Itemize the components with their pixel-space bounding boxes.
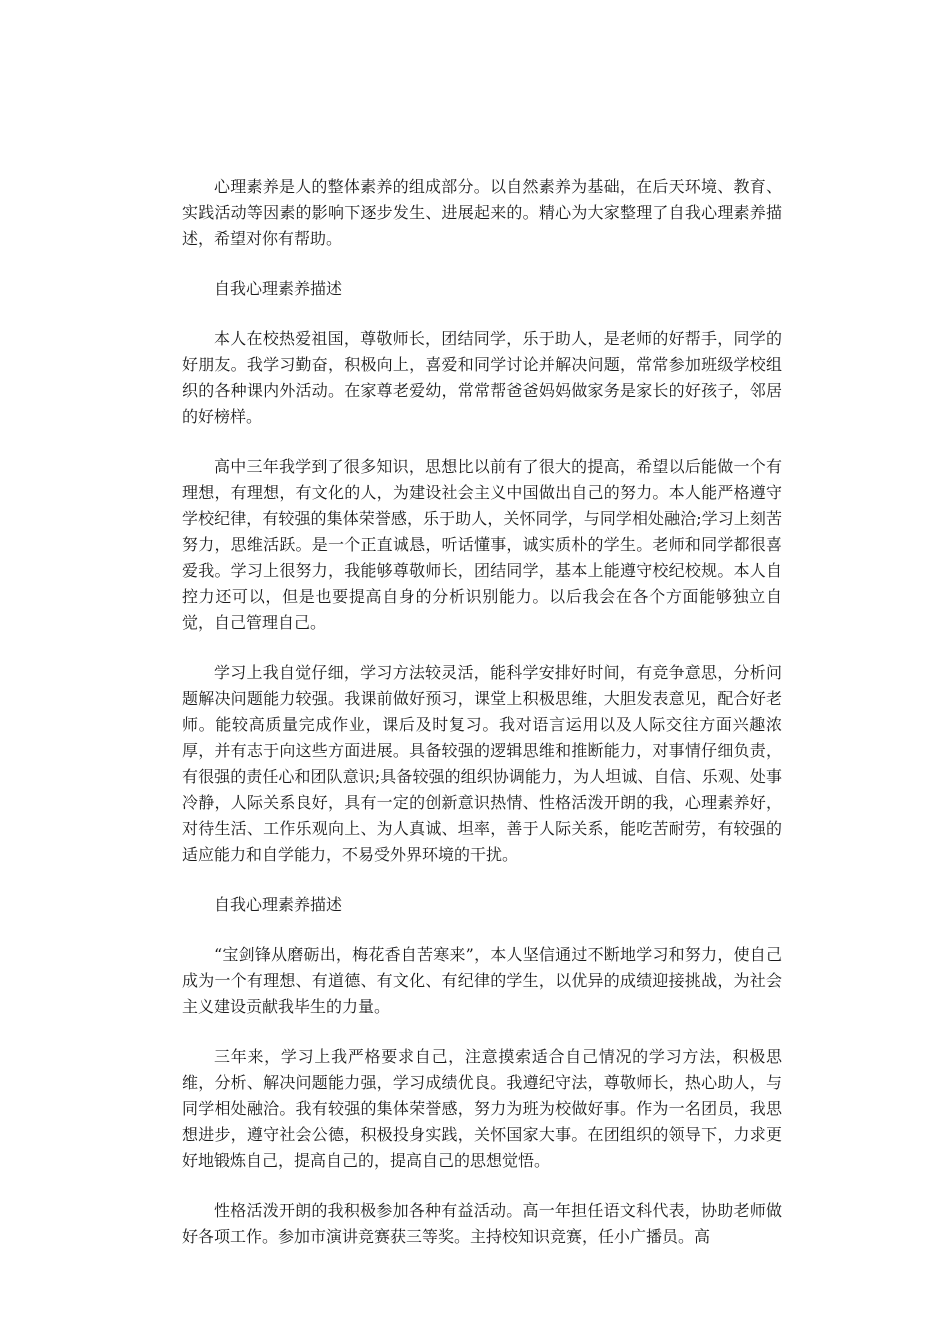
section-heading-1: 自我心理素养描述: [214, 279, 343, 298]
section-heading-2: 自我心理素养描述: [214, 895, 343, 914]
paragraph-2: 高中三年我学到了很多知识，思想比以前有了很大的提高，希望以后能做一个有理想，有理想，有文化的人，为建设社会主义中国做出自己的努力。本人能严格遵守学校纪律，有较强的集体荣誉感，乐于助人，关怀同学，与同学相处融洽;学习上刻苦努力，思维活跃。是一个正直诚恳，听话懂事，诚实质朴的学生。老师和同学都很喜爱我。学习上很努力，我能够尊敬师长，团结同学，基本上能遵守校纪校规。本人自控力还可以，但是也要提高自身的分析识别能力。以后我会在各个方面能够独立自觉，自己管理自己。: [182, 457, 782, 632]
document-body: [182, 174, 782, 1274]
paragraph-6: 性格活泼开朗的我积极参加各种有益活动。高一年担任语文科代表，协助老师做好各项工作。参加市演讲竞赛获三等奖。主持校知识竞赛，任小广播员。高: [182, 1201, 782, 1246]
paragraph-1: 本人在校热爱祖国，尊敬师长，团结同学，乐于助人，是老师的好帮手，同学的好朋友。我学习勤奋，积极向上，喜爱和同学讨论并解决问题，常常参加班级学校组织的各种课内外活动。在家尊老爱幼，常常帮爸爸妈妈做家务是家长的好孩子，邻居的好榜样。: [182, 329, 782, 426]
paragraph-4: “宝剑锋从磨砺出，梅花香自苦寒来”，本人坚信通过不断地学习和努力，使自己成为一个有理想、有道德、有文化、有纪律的学生，以优异的成绩迎接挑战，为社会主义建设贡献我毕生的力量。: [182, 945, 782, 1016]
paragraph-3: 学习上我自觉仔细，学习方法较灵活，能科学安排好时间，有竞争意思，分析问题解决问题能力较强。我课前做好预习，课堂上积极思维，大胆发表意见，配合好老师。能较高质量完成作业，课后及时复习。我对语言运用以及人际交往方面兴趣浓厚，并有志于向这些方面进展。具备较强的逻辑思维和推断能力，对事情仔细负责，有很强的责任心和团队意识;具备较强的组织协调能力，为人坦诚、自信、乐观、处事冷静，人际关系良好，具有一定的创新意识热情、性格活泼开朗的我，心理素养好，对待生活、工作乐观向上、为人真诚、坦率，善于人际关系，能吃苦耐劳，有较强的适应能力和自学能力，不易受外界环境的干扰。: [182, 663, 782, 864]
paragraph-5: 三年来，学习上我严格要求自己，注意摸索适合自己情况的学习方法，积极思维，分析、解决问题能力强，学习成绩优良。我遵纪守法，尊敬师长，热心助人，与同学相处融洽。我有较强的集体荣誉感，努力为班为校做好事。作为一名团员，我思想进步，遵守社会公德，积极投身实践，关怀国家大事。在团组织的领导下，力求更好地锻炼自己，提高自己的，提高自己的思想觉悟。: [182, 1047, 782, 1170]
intro-paragraph: 心理素养是人的整体素养的组成部分。以自然素养为基础，在后天环境、教育、实践活动等因素的影响下逐步发生、进展起来的。精心为大家整理了自我心理素养描述，希望对你有帮助。: [182, 177, 782, 248]
